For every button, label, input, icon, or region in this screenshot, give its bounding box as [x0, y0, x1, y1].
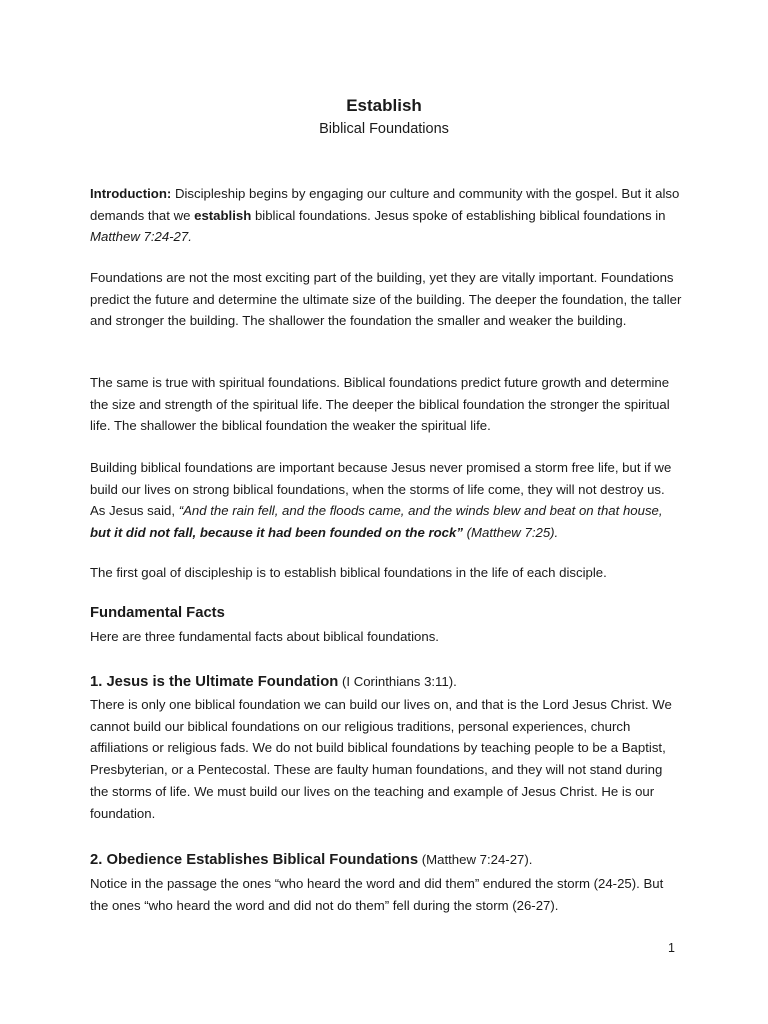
storm-text: Building biblical foundations are important because Jesus never promised a storm free life, but if we build our lives on strong biblical foundations, when the storms of life come, they will not destroy us. As Jesus said,	[90, 460, 672, 519]
intro-reference: Matthew 7:24-27.	[90, 229, 192, 245]
storm-quote-bold: but it did not fall, because it had been founded on the rock”	[90, 525, 463, 541]
foundations-paragraph: Foundations are not the most exciting part of the building, yet they are vitally important. Foundations predict the future and determine the ultimate size of the building. The deeper the foundation, the taller and stronger the building. The shallower the foundation the smaller and weaker the building.	[90, 270, 682, 329]
intro-bold-word: establish	[194, 207, 252, 223]
page-number: 1	[668, 941, 675, 955]
document-subtitle: Biblical Foundations	[319, 121, 449, 137]
intro-text-2: biblical foundations. Jesus spoke of establishing biblical foundations in	[251, 207, 666, 223]
intro-label: Introduction:	[90, 186, 172, 201]
spiritual-paragraph: The same is true with spiritual foundations. Biblical foundations predict future growth and determine the size and strength of the spiritual life. The deeper the biblical foundation the stronger the spiritual life. The shallower the biblical foundation the weaker the spiritual life.	[90, 375, 670, 434]
section-heading: Fundamental Facts	[90, 605, 225, 621]
fact-2-reference: (Matthew 7:24-27).	[418, 852, 533, 867]
fact-1-body: There is only one biblical foundation we can build our lives on, and that is the Lord Jesus Christ. We cannot build our biblical foundations on our religious traditions, personal experiences, church affiliations or religious fads. We do not build biblical foundations by teaching people to be a Baptist, Presbyterian, or a Pentecostal. These are faulty human foundations, and they will not stand during the storms of life. We must build our lives on the teaching and example of Jesus Christ. He is our foundation.	[90, 697, 672, 821]
document-title: Establish	[346, 96, 422, 115]
fact-2-title: 2. Obedience Establishes Biblical Foundations	[90, 852, 419, 868]
fact-1-title: 1. Jesus is the Ultimate Foundation	[90, 674, 339, 690]
goal-paragraph: The first goal of discipleship is to establish biblical foundations in the life of each disciple.	[90, 565, 607, 580]
section-intro: Here are three fundamental facts about biblical foundations.	[90, 629, 439, 644]
fact-1-reference: (I Corinthians 3:11).	[338, 674, 457, 689]
fact-1-heading	[90, 672, 682, 692]
storm-quote-reference: (Matthew 7:25).	[462, 525, 559, 541]
intro-text-1: Discipleship begins by engaging our culture and community with the gospel. But it also demands that we	[90, 186, 680, 223]
storm-paragraph	[90, 457, 682, 544]
storm-quote: “And the rain fell, and the floods came, and the winds blew and beat on that house,	[178, 503, 663, 519]
fact-2-body: Notice in the passage the ones “who heard the word and did them” endured the storm (24-25). But the ones “who heard the word and did not do them” fell during the storm (26-27).	[90, 876, 664, 913]
fact-2-heading	[90, 850, 682, 870]
intro-paragraph	[90, 183, 682, 248]
